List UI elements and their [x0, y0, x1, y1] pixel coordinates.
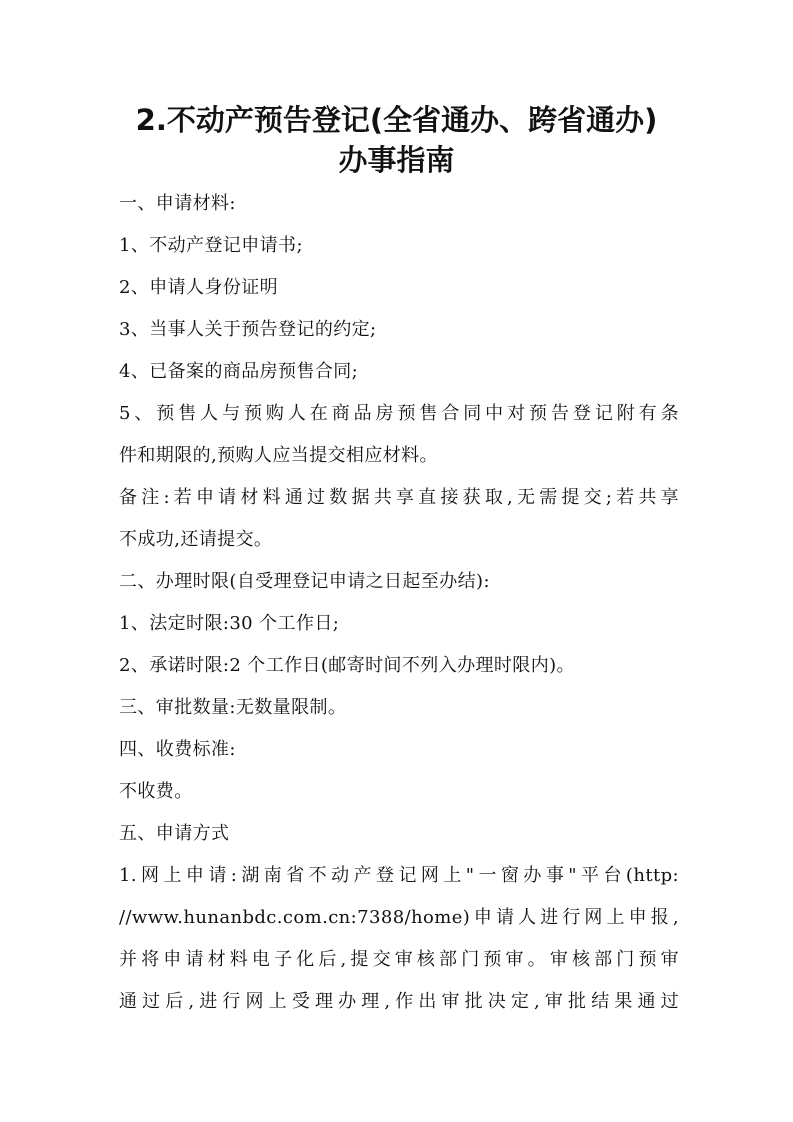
time-limit-legal: 1、法定时限:30 个工作日;	[119, 613, 340, 634]
application-online-line-2: //www.hunanbdc.com.cn:7388/home)申请人进行网上申报,	[119, 907, 679, 928]
section-heading-approval-quantity: 三、审批数量:无数量限制。	[119, 697, 347, 718]
application-online-line-1: 1.网上申请:湖南省不动产登记网上"一窗办事"平台(http:	[119, 865, 679, 886]
section-heading-time-limit: 二、办理时限(自受理登记申请之日起至办结):	[119, 571, 490, 592]
materials-note-line-1: 备注:若申请材料通过数据共享直接获取,无需提交;若共享	[119, 487, 679, 508]
application-online-line-3: 并将申请材料电子化后,提交审核部门预审。审核部门预审	[119, 949, 679, 970]
materials-item-1: 1、不动产登记申请书;	[119, 235, 303, 256]
materials-item-5-line-2: 件和期限的,预购人应当提交相应材料。	[119, 445, 438, 466]
materials-item-4: 4、已备案的商品房预售合同;	[119, 361, 359, 382]
section-heading-fee-standard: 四、收费标准:	[119, 739, 236, 760]
section-heading-application-method: 五、申请方式	[119, 823, 230, 844]
application-online-line-4: 通过后,进行网上受理办理,作出审批决定,审批结果通过	[119, 991, 679, 1012]
materials-note-line-2: 不成功,还请提交。	[119, 529, 273, 550]
document-title-line-1: 2.不动产预告登记(全省通办、跨省通办)	[135, 103, 658, 137]
materials-item-2: 2、申请人身份证明	[119, 277, 279, 298]
fee-standard-value: 不收费。	[119, 781, 193, 802]
materials-item-3: 3、当事人关于预告登记的约定;	[119, 319, 377, 340]
time-limit-promised: 2、承诺时限:2 个工作日(邮寄时间不列入办理时限内)。	[119, 655, 575, 676]
document-title-line-2: 办事指南	[338, 143, 455, 177]
section-heading-materials: 一、申请材料:	[119, 193, 236, 214]
materials-item-5-line-1: 5、预售人与预购人在商品房预售合同中对预告登记附有条	[119, 403, 679, 424]
